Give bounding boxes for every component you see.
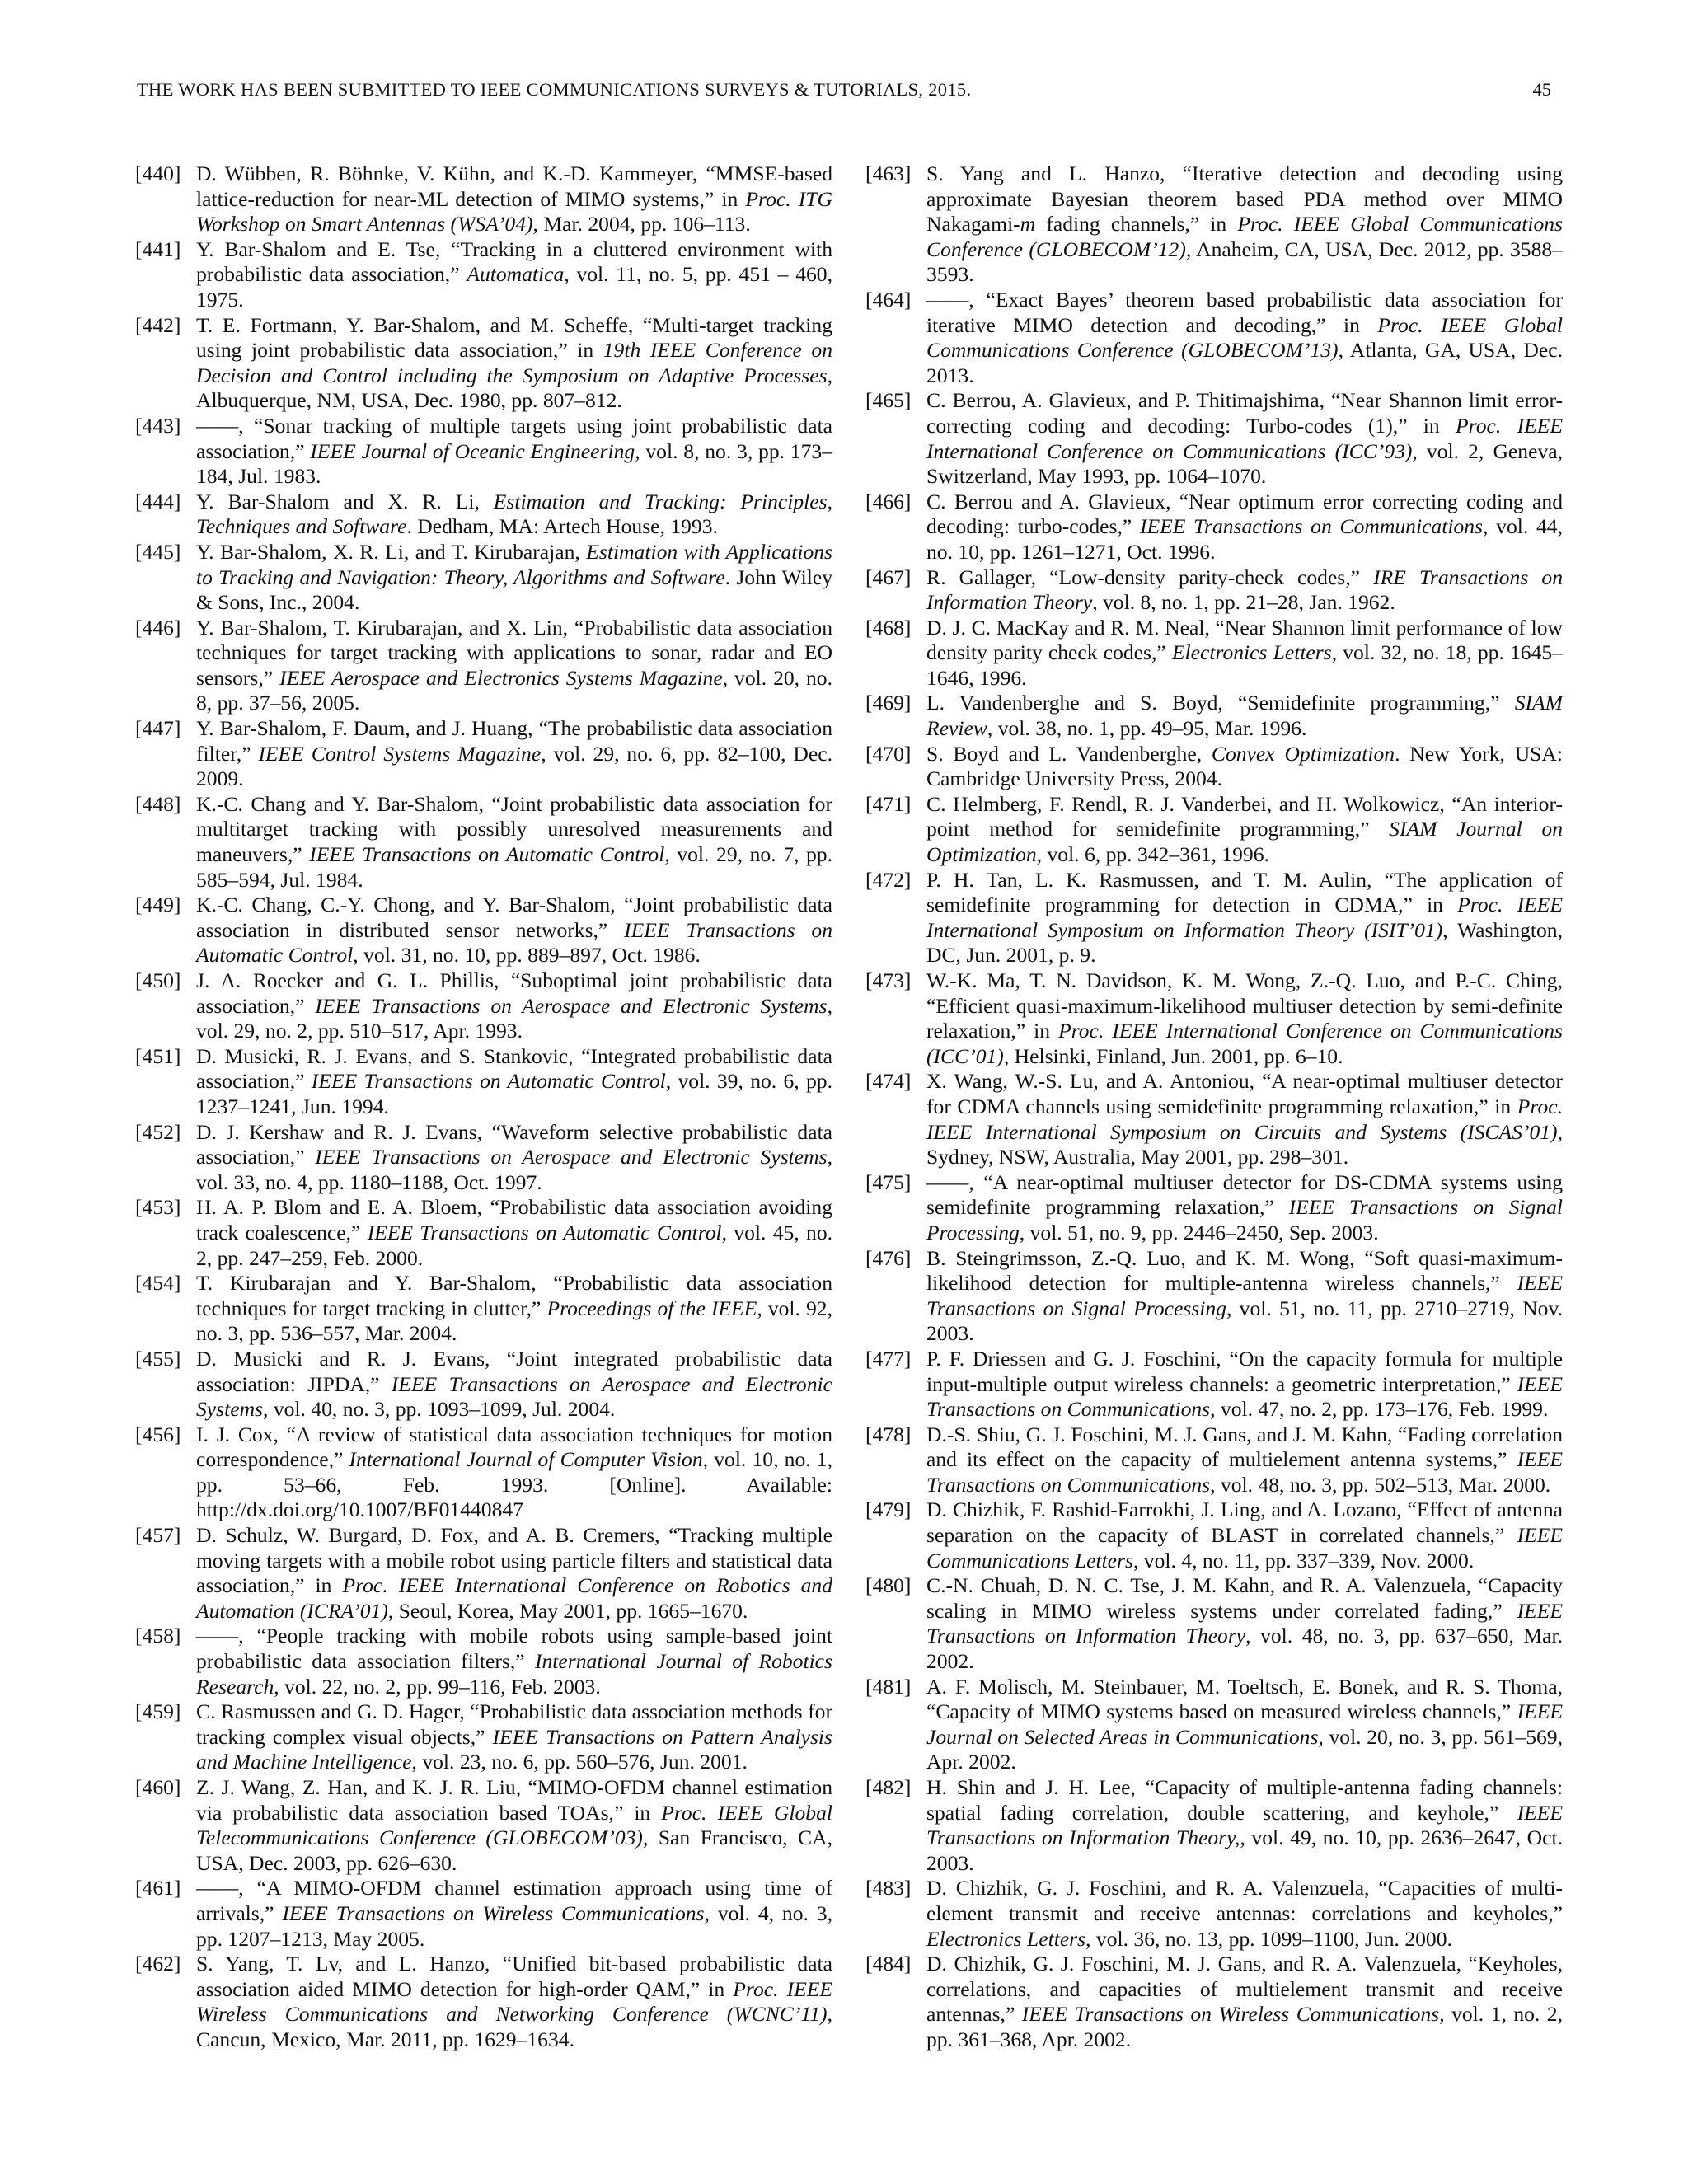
reference-item (135, 414, 832, 490)
reference-fragment: C. Berrou and A. Glavieux, “Near optimum error correcting coding and decoding: turbo-codes,” (926, 489, 1563, 539)
reference-fragment: H. Shin and J. H. Lee, “Capacity of multiple-antenna fading channels: spatial fading correlation, double scattering, and keyhole,” (926, 1775, 1563, 1825)
reference-item (135, 1044, 832, 1120)
reference-number: [457] (135, 1523, 181, 1548)
reference-fragment: X. Wang, W.-S. Lu, and A. Antoniou, “A near-optimal multiuser detector for CDMA channels using semidefinite programming relaxation,” in (926, 1069, 1563, 1118)
reference-venue: IEEE Transactions on Signal Processing (926, 1195, 1563, 1244)
reference-number: [462] (135, 1952, 181, 1976)
reference-fragment: D. J. C. MacKay and R. M. Neal, “Near Shannon limit performance of low density parity check codes,” (926, 615, 1563, 665)
reference-fragment: D. Musicki and R. J. Evans, “Joint integrated probabilistic data association: JIPDA,” (196, 1346, 832, 1396)
reference-item (135, 792, 832, 893)
reference-number: [465] (865, 388, 912, 413)
reference-item (865, 1952, 1563, 2052)
reference-text (926, 162, 1563, 288)
reference-item (865, 691, 1563, 741)
reference-fragment: ——, “Sonar tracking of multiple targets using joint probabilistic data association,” (196, 413, 832, 463)
reference-fragment: , Washington, DC, Jun. 2001, p. 9. (926, 917, 1563, 968)
reference-fragment: I. J. Cox, “A review of statistical data association techniques for motion correspondence,” (196, 1422, 832, 1472)
reference-item (135, 1624, 832, 1699)
reference-venue: IEEE Transactions on Communications (926, 1371, 1563, 1422)
reference-fragment: S. Boyd and L. Vandenberghe, (926, 741, 1212, 766)
reference-item (865, 968, 1563, 1069)
reference-fragment: H. A. P. Blom and E. A. Bloem, “Probabilistic data association avoiding track coalescence,” (196, 1195, 832, 1244)
reference-fragment: J. A. Roecker and G. L. Phillis, “Suboptimal joint probabilistic data association,” (196, 968, 832, 1018)
reference-text (926, 288, 1563, 388)
reference-fragment: , Helsinki, Finland, Jun. 2001, pp. 6–10. (1003, 1043, 1343, 1068)
reference-fragment: , Anaheim, CA, USA, Dec. 2012, pp. 3588–3593. (926, 237, 1563, 287)
reference-item (865, 868, 1563, 968)
reference-fragment: D. Schulz, W. Burgard, D. Fox, and A. B. Cremers, “Tracking multiple moving targets with a mobile robot using particle filters and statistical data association,” in (196, 1523, 832, 1598)
reference-number: [481] (865, 1674, 912, 1699)
running-header (137, 79, 1551, 109)
reference-number: [451] (135, 1043, 181, 1068)
reference-venue: Proceedings of the IEEE (546, 1296, 757, 1320)
reference-venue: IEEE Transactions on Aerospace and Electronic Systems (196, 1371, 832, 1422)
reference-fragment: Y. Bar-Shalom, T. Kirubarajan, and X. Lin, “Probabilistic data association techniques for target tracking with applications to sonar, radar and EO sensors,” (196, 615, 832, 690)
reference-venue: Estimation with Applications to Tracking and Navigation: Theory, Algorithms and Software (196, 539, 833, 589)
reference-venue: IEEE Transactions on Information Theory (926, 1598, 1563, 1648)
reference-item (135, 1952, 832, 2052)
references-right-column (865, 162, 1563, 2053)
reference-text (196, 968, 832, 1044)
reference-text (196, 1775, 832, 1876)
reference-fragment: T. Kirubarajan and Y. Bar-Shalom, “Probabilistic data association techniques for target tracking in clutter,” (196, 1271, 832, 1320)
reference-fragment: , Atlanta, GA, USA, Dec. 2013. (926, 338, 1564, 387)
reference-fragment: S. Yang, T. Lv, and L. Hanzo, “Unified bit-based probabilistic data association aided MIMO detection for high-order QAM,” in (196, 1952, 832, 2001)
reference-fragment: , Seoul, Korea, May 2001, pp. 1665–1670. (387, 1598, 748, 1623)
reference-venue: International Journal of Computer Vision (349, 1447, 703, 1472)
reference-venue: Convex Optimization (1211, 741, 1395, 766)
reference-text (196, 1699, 832, 1775)
reference-fragment: , vol. 32, no. 18, pp. 1645–1646, 1996. (926, 640, 1563, 690)
reference-venue: SIAM Review (926, 691, 1563, 741)
reference-fragment: , vol. 22, no. 2, pp. 99–116, Feb. 2003. (274, 1674, 601, 1699)
reference-text (196, 893, 832, 968)
reference-fragment: fading channels,” in (1035, 212, 1238, 237)
reference-venue: Proc. IEEE International Symposium on Circuits and Systems (ISCAS’01) (926, 1094, 1563, 1144)
reference-text (926, 792, 1563, 868)
reference-item (135, 313, 832, 414)
reference-text (926, 1347, 1563, 1422)
reference-venue: IEEE Transactions on Communications (926, 1447, 1563, 1497)
reference-number: [483] (865, 1876, 912, 1900)
reference-item (865, 616, 1563, 691)
reference-number: [479] (865, 1497, 912, 1522)
reference-text (926, 565, 1563, 616)
reference-fragment: D. Chizhik, F. Rashid-Farrokhi, J. Ling, and A. Lozano, “Effect of antenna separation on the capacity of BLAST in correlated channels,” (926, 1497, 1563, 1548)
reference-fragment: T. E. Fortmann, Y. Bar-Shalom, and M. Scheffe, “Multi-target tracking using joint probabilistic data association,” in (196, 312, 832, 363)
reference-fragment: , vol. 51, no. 9, pp. 2446–2450, Sep. 2003. (1019, 1220, 1379, 1244)
reference-venue: IEEE Journal on Selected Areas in Communications (926, 1699, 1563, 1749)
reference-fragment: C.-N. Chuah, D. N. C. Tse, J. M. Kahn, and R. A. Valenzuela, “Capacity scaling in MIMO wireless systems under correlated fading,” (926, 1573, 1563, 1623)
reference-fragment: K.-C. Chang and Y. Bar-Shalom, “Joint probabilistic data association for multitarget tracking with possibly unresolved measurements and maneuvers,” (196, 791, 832, 867)
reference-item (135, 1523, 832, 1624)
reference-text (926, 868, 1563, 968)
reference-number: [456] (135, 1422, 181, 1446)
reference-number: [445] (135, 539, 181, 564)
reference-venue: SIAM Journal on Optimization (926, 817, 1563, 867)
reference-text (196, 1952, 832, 2052)
reference-item (865, 565, 1563, 616)
reference-number: [442] (135, 312, 181, 337)
reference-item (865, 1170, 1563, 1246)
reference-text (196, 490, 832, 540)
reference-item (135, 893, 832, 968)
reference-fragment: ——, “Exact Bayes’ theorem based probabilistic data association for iterative MIMO detection and decoding,” in (926, 287, 1563, 337)
reference-number: [467] (865, 565, 912, 589)
reference-fragment: . Dedham, MA: Artech House, 1993. (406, 514, 718, 539)
reference-item (135, 1271, 832, 1347)
reference-fragment: , vol. 4, no. 3, pp. 1207–1213, May 2005. (196, 1900, 832, 1951)
reference-fragment: B. Steingrimsson, Z.-Q. Luo, and K. M. Wong, “Soft quasi-maximum-likelihood detection for multiple-antenna wireless channels,” (926, 1245, 1563, 1296)
reference-venue: Proc. ITG Workshop on Smart Antennas (WSA’04) (196, 186, 832, 237)
reference-fragment: , vol. 10, no. 1, pp. 53–66, Feb. 1993. [Online]. Available: http://dx.doi.org/10.1007/BF01440847 (196, 1447, 832, 1522)
reference-fragment: , Albuquerque, NM, USA, Dec. 1980, pp. 807–812. (196, 363, 832, 413)
reference-item (135, 716, 832, 792)
reference-number: [474] (865, 1069, 912, 1094)
reference-number: [446] (135, 615, 181, 640)
reference-venue: Proc. IEEE International Conference on Communications (ICC’01) (926, 1019, 1563, 1068)
reference-fragment: D. Wübben, R. Böhnke, V. Kühn, and K.-D. Kammeyer, “MMSE-based lattice-reduction for near-ML detection of MIMO systems,” in (196, 162, 832, 211)
reference-number: [450] (135, 968, 181, 992)
reference-venue: IEEE Control Systems Magazine (258, 741, 542, 766)
reference-text (196, 1624, 832, 1699)
reference-venue: Electronics Letters (926, 1926, 1086, 1951)
reference-fragment: Z. J. Wang, Z. Han, and K. J. R. Liu, “MIMO-OFDM channel estimation via probabilistic data association based TOAs,” in (196, 1775, 832, 1825)
reference-fragment: , vol. 44, no. 10, pp. 1261–1271, Oct. 1996. (926, 514, 1563, 564)
reference-number: [480] (865, 1573, 912, 1598)
reference-fragment: Y. Bar-Shalom and X. R. Li, (196, 489, 494, 513)
reference-venue: Proc. IEEE International Conference on Robotics and Automation (ICRA’01) (196, 1573, 833, 1623)
reference-venue: IEEE Transactions on Signal Processing (926, 1271, 1563, 1320)
reference-text (926, 1952, 1563, 2052)
reference-fragment: , vol. 2, Geneva, Switzerland, May 1993, pp. 1064–1070. (926, 438, 1563, 489)
reference-item (865, 1876, 1563, 1952)
journal-header: THE WORK HAS BEEN SUBMITTED TO IEEE COMMUNICATIONS SURVEYS & TUTORIALS, 2015. (137, 79, 972, 100)
reference-venue: IEEE Communications Letters (926, 1523, 1563, 1572)
reference-text (926, 1170, 1563, 1246)
reference-text (196, 1347, 832, 1422)
reference-number: [452] (135, 1119, 181, 1144)
reference-item (135, 162, 832, 237)
reference-text (926, 1573, 1563, 1674)
reference-fragment: , vol. 39, no. 6, pp. 1237–1241, Jun. 1994. (196, 1069, 832, 1118)
reference-number: [471] (865, 791, 912, 816)
reference-text (926, 1775, 1563, 1876)
reference-fragment: , vol. 92, no. 3, pp. 536–557, Mar. 2004. (196, 1296, 832, 1346)
reference-number: [470] (865, 741, 912, 766)
reference-fragment: , vol. 8, no. 1, pp. 21–28, Jan. 1962. (1092, 590, 1395, 615)
reference-venue: IEEE Transactions on Automatic Control (309, 842, 665, 867)
reference-number: [472] (865, 867, 912, 892)
reference-fragment: Y. Bar-Shalom and E. Tse, “Tracking in a cluttered environment with probabilistic data association,” (196, 237, 832, 287)
reference-text (196, 1271, 832, 1347)
reference-fragment: , vol. 29, no. 6, pp. 82–100, Dec. 2009. (196, 741, 833, 791)
reference-fragment: . John Wiley & Sons, Inc., 2004. (196, 565, 833, 615)
reference-fragment: , Sydney, NSW, Australia, May 2001, pp. 298–301. (926, 1119, 1563, 1169)
reference-text (196, 792, 832, 893)
reference-text (196, 616, 832, 716)
reference-venue: IEEE Transactions on Aerospace and Electronic Systems (315, 1145, 828, 1169)
reference-number: [440] (135, 162, 181, 185)
reference-text (926, 691, 1563, 741)
reference-fragment: , vol. 40, no. 3, pp. 1093–1099, Jul. 2004. (263, 1397, 616, 1422)
reference-number: [478] (865, 1422, 912, 1446)
reference-number: [466] (865, 489, 912, 513)
reference-text (926, 1497, 1563, 1573)
reference-number: [444] (135, 489, 181, 513)
reference-item (865, 288, 1563, 388)
reference-fragment: D.-S. Shiu, G. J. Foschini, M. J. Gans, and J. M. Kahn, “Fading correlation and its effect on the capacity of multielement antenna systems,” (926, 1422, 1563, 1472)
reference-number: [464] (865, 287, 912, 312)
reference-item (135, 490, 832, 540)
reference-text (926, 968, 1563, 1069)
reference-item (135, 968, 832, 1044)
reference-venue: IEEE Journal of Oceanic Engineering (310, 438, 635, 463)
reference-venue: IEEE Transactions on Wireless Communications (282, 1900, 705, 1925)
reference-fragment: , Mar. 2004, pp. 106–113. (532, 212, 751, 237)
reference-venue: Proc. IEEE Global Communications Conference (GLOBECOM’13) (926, 312, 1563, 363)
reference-fragment: ——, “A near-optimal multiuser detector for DS-CDMA systems using semidefinite programming relaxation,” (926, 1169, 1563, 1220)
reference-fragment: C. Helmberg, F. Rendl, R. J. Vanderbei, and H. Wolkowicz, “An interior-point method for semidefinite programming,” (926, 791, 1563, 841)
reference-fragment: , vol. 31, no. 10, pp. 889–897, Oct. 1986. (353, 943, 701, 968)
reference-venue: International Journal of Robotics Research (196, 1649, 833, 1699)
reference-item (865, 388, 1563, 489)
reference-number: [454] (135, 1271, 181, 1296)
reference-venue: IEEE Transactions on Communications (1140, 514, 1483, 539)
reference-fragment: , vol. 38, no. 1, pp. 49–95, Mar. 1996. (987, 716, 1307, 741)
reference-fragment: P. F. Driessen and G. J. Foschini, “On the capacity formula for multiple input-multiple output wireless channels: a geometric interpretation,” (926, 1346, 1563, 1396)
reference-text (196, 1876, 832, 1952)
reference-venue: Proc. IEEE Global Communications Conference (GLOBECOM’12) (926, 212, 1564, 261)
reference-fragment: , Cancun, Mexico, Mar. 2011, pp. 1629–1634. (196, 2002, 832, 2051)
reference-item (865, 1069, 1563, 1169)
reference-text (196, 313, 832, 414)
reference-number: [468] (865, 615, 912, 640)
reference-fragment: , vol. 8, no. 3, pp. 173–184, Jul. 1983. (196, 438, 832, 489)
references-left-column (135, 162, 832, 2053)
reference-number: [453] (135, 1195, 181, 1220)
reference-fragment: P. H. Tan, L. K. Rasmussen, and T. M. Aulin, “The application of semidefinite programming for detection in CDMA,” in (926, 867, 1563, 917)
reference-item (135, 540, 832, 616)
reference-text (196, 1120, 832, 1196)
reference-fragment: , vol. 20, no. 8, pp. 37–56, 2005. (196, 665, 832, 715)
reference-text (196, 1422, 832, 1523)
reference-item (865, 1422, 1563, 1498)
reference-item (135, 1699, 832, 1775)
reference-text (196, 1523, 832, 1624)
reference-number: [461] (135, 1876, 181, 1900)
reference-fragment: K.-C. Chang, C.-Y. Chong, and Y. Bar-Shalom, “Joint probabilistic data association in distributed sensor networks,” (196, 893, 832, 942)
reference-item (865, 1775, 1563, 1876)
reference-venue: IRE Transactions on Information Theory (926, 565, 1564, 615)
reference-fragment: , vol. 36, no. 13, pp. 1099–1100, Jun. 2000. (1085, 1926, 1452, 1951)
reference-item (135, 1422, 832, 1523)
reference-fragment: , vol. 47, no. 2, pp. 173–176, Feb. 1999. (1210, 1397, 1549, 1422)
reference-fragment: , vol. 6, pp. 342–361, 1996. (1036, 842, 1269, 867)
reference-text (926, 1422, 1563, 1498)
reference-fragment: , vol. 4, no. 11, pp. 337–339, Nov. 2000. (1132, 1548, 1475, 1572)
reference-number: [449] (135, 893, 181, 917)
reference-fragment: , vol. 49, no. 10, pp. 2636–2647, Oct. 2003. (926, 1825, 1563, 1875)
reference-fragment: A. F. Molisch, M. Steinbauer, M. Toeltsch, E. Bonek, and R. S. Thoma, “Capacity of MIMO systems based on measured wireless channels,” (926, 1674, 1563, 1724)
reference-number: [458] (135, 1624, 181, 1648)
reference-fragment: , vol. 11, no. 5, pp. 451 – 460, 1975. (196, 262, 833, 312)
reference-number: [448] (135, 791, 181, 816)
reference-text (196, 237, 832, 313)
reference-fragment: , vol. 33, no. 4, pp. 1180–1188, Oct. 1997. (196, 1145, 832, 1194)
reference-venue: IEEE Transactions on Pattern Analysis and Machine Intelligence (196, 1724, 832, 1774)
reference-fragment: D. Chizhik, G. J. Foschini, M. J. Gans, and R. A. Valenzuela, “Keyholes, correlations, and capacities of multielement transmit and receive antennas,” (926, 1952, 1563, 2027)
reference-venue: Proc. IEEE International Conference on Communications (ICC’93) (926, 413, 1563, 463)
reference-fragment: Y. Bar-Shalom, X. R. Li, and T. Kirubarajan, (196, 539, 587, 564)
reference-item (865, 742, 1563, 792)
reference-fragment: C. Rasmussen and G. D. Hager, “Probabilistic data association methods for tracking complex visual objects,” (196, 1699, 832, 1749)
reference-number: [476] (865, 1245, 912, 1270)
reference-item (135, 237, 832, 313)
reference-number: [447] (135, 716, 181, 741)
reference-number: [441] (135, 237, 181, 261)
reference-text (926, 742, 1563, 792)
reference-item (135, 1876, 832, 1952)
reference-fragment: S. Yang and L. Hanzo, “Iterative detection and decoding using approximate Bayesian theorem based PDA method over MIMO Nakagami- (926, 162, 1563, 237)
reference-item (865, 1675, 1563, 1775)
reference-number: [475] (865, 1169, 912, 1194)
reference-fragment: D. J. Kershaw and R. J. Evans, “Waveform selective probabilistic data association,” (196, 1119, 832, 1169)
reference-item (865, 1246, 1563, 1347)
reference-venue: Proc. IEEE International Symposium on Information Theory (ISIT’01) (926, 893, 1564, 942)
reference-fragment: , vol. 23, no. 6, pp. 560–576, Jun. 2001. (411, 1750, 748, 1774)
reference-venue: Proc. IEEE Global Telecommunications Conference (GLOBECOM’03) (196, 1800, 832, 1850)
reference-text (196, 1195, 832, 1271)
reference-venue: IEEE Transactions on Wireless Communications (1021, 2002, 1440, 2027)
reference-fragment: L. Vandenberghe and S. Boyd, “Semidefinite programming,” (926, 691, 1515, 715)
reference-fragment: C. Berrou, A. Glavieux, and P. Thitimajshima, “Near Shannon limit error-correcting coding and decoding: Turbo-codes (1),” in (926, 388, 1563, 438)
reference-number: [482] (865, 1775, 912, 1799)
reference-text (926, 616, 1563, 691)
reference-fragment: . New York, USA: Cambridge University Press, 2004. (926, 741, 1564, 791)
reference-fragment: Y. Bar-Shalom, F. Daum, and J. Huang, “The probabilistic data association filter,” (196, 716, 832, 766)
reference-venue: IEEE Transactions on Aerospace and Electronic Systems (315, 993, 828, 1018)
reference-fragment: W.-K. Ma, T. N. Davidson, K. M. Wong, Z.-Q. Luo, and P.-C. Ching, “Efficient quasi-maximum-likelihood multiuser detection by semi-definite relaxation,” in (926, 968, 1563, 1043)
reference-text (926, 1246, 1563, 1347)
reference-item (135, 1775, 832, 1876)
reference-venue: Electronics Letters (1171, 640, 1332, 665)
reference-venue: IEEE Transactions on Automatic Control (367, 1220, 722, 1244)
reference-text (196, 1044, 832, 1120)
reference-venue: IEEE Aerospace and Electronics Systems Magazine (279, 665, 723, 690)
reference-number: [459] (135, 1699, 181, 1724)
reference-fragment: , vol. 1, no. 2, pp. 361–368, Apr. 2002. (926, 2002, 1563, 2051)
reference-text (196, 414, 832, 490)
reference-text (196, 162, 832, 237)
reference-number: [463] (865, 162, 912, 185)
reference-number: [469] (865, 691, 912, 715)
reference-fragment: D. Musicki, R. J. Evans, and S. Stankovic, “Integrated probabilistic data association,” (196, 1043, 832, 1094)
reference-venue: IEEE Transactions on Automatic Control (196, 917, 832, 968)
reference-fragment: D. Chizhik, G. J. Foschini, and R. A. Valenzuela, “Capacities of multi-element transmit and receive antennas: correlations and keyholes,” (926, 1876, 1563, 1925)
reference-fragment: , vol. 29, no. 2, pp. 510–517, Apr. 1993. (196, 993, 832, 1043)
reference-text (926, 490, 1563, 565)
reference-number: [443] (135, 413, 181, 438)
reference-number: [484] (865, 1952, 912, 1976)
reference-venue: Proc. IEEE Wireless Communications and Networking Conference (WCNC’11) (196, 1976, 832, 2027)
reference-text (196, 716, 832, 792)
reference-text (196, 540, 832, 616)
reference-fragment: , San Francisco, CA, USA, Dec. 2003, pp. 626–630. (196, 1825, 833, 1875)
reference-fragment: , vol. 48, no. 3, pp. 502–513, Mar. 2000. (1210, 1472, 1551, 1497)
reference-fragment: ——, “A MIMO-OFDM channel estimation approach using time of arrivals,” (196, 1876, 832, 1925)
reference-venue: IEEE Transactions on Automatic Control (311, 1069, 666, 1094)
reference-venue: m (1020, 212, 1036, 237)
reference-item (135, 616, 832, 716)
reference-venue: IEEE Transactions on Information Theory, (926, 1800, 1563, 1850)
reference-fragment: , vol. 51, no. 11, pp. 2710–2719, Nov. 2003. (926, 1296, 1563, 1346)
reference-number: [477] (865, 1346, 912, 1371)
reference-text (926, 1876, 1563, 1952)
reference-venue: Automatica (467, 262, 565, 287)
reference-item (135, 1195, 832, 1271)
reference-number: [455] (135, 1346, 181, 1371)
reference-item (135, 1347, 832, 1422)
reference-item (865, 490, 1563, 565)
reference-fragment: ——, “People tracking with mobile robots using sample-based joint probabilistic data association filters,” (196, 1624, 832, 1674)
reference-number: [473] (865, 968, 912, 992)
page-number: 45 (1532, 79, 1551, 100)
reference-text (926, 1675, 1563, 1775)
reference-venue: 19th IEEE Conference on Decision and Control including the Symposium on Adaptive Processes (196, 338, 832, 387)
reference-item (865, 1497, 1563, 1573)
reference-text (926, 388, 1563, 489)
reference-item (865, 792, 1563, 868)
reference-item (135, 1120, 832, 1196)
reference-item (865, 1573, 1563, 1674)
reference-text (926, 1069, 1563, 1169)
reference-fragment: , vol. 29, no. 7, pp. 585–594, Jul. 1984. (196, 842, 832, 892)
reference-fragment: , vol. 20, no. 3, pp. 561–569, Apr. 2002. (926, 1724, 1563, 1774)
reference-fragment: , vol. 45, no. 2, pp. 247–259, Feb. 2000. (196, 1220, 833, 1270)
reference-fragment: R. Gallager, “Low-density parity-check codes,” (926, 565, 1374, 589)
reference-venue: Estimation and Tracking: Principles, Techniques and Software (196, 489, 832, 539)
reference-number: [460] (135, 1775, 181, 1799)
reference-item (865, 162, 1563, 288)
reference-item (865, 1347, 1563, 1422)
reference-fragment: , vol. 48, no. 3, pp. 637–650, Mar. 2002. (926, 1624, 1563, 1674)
